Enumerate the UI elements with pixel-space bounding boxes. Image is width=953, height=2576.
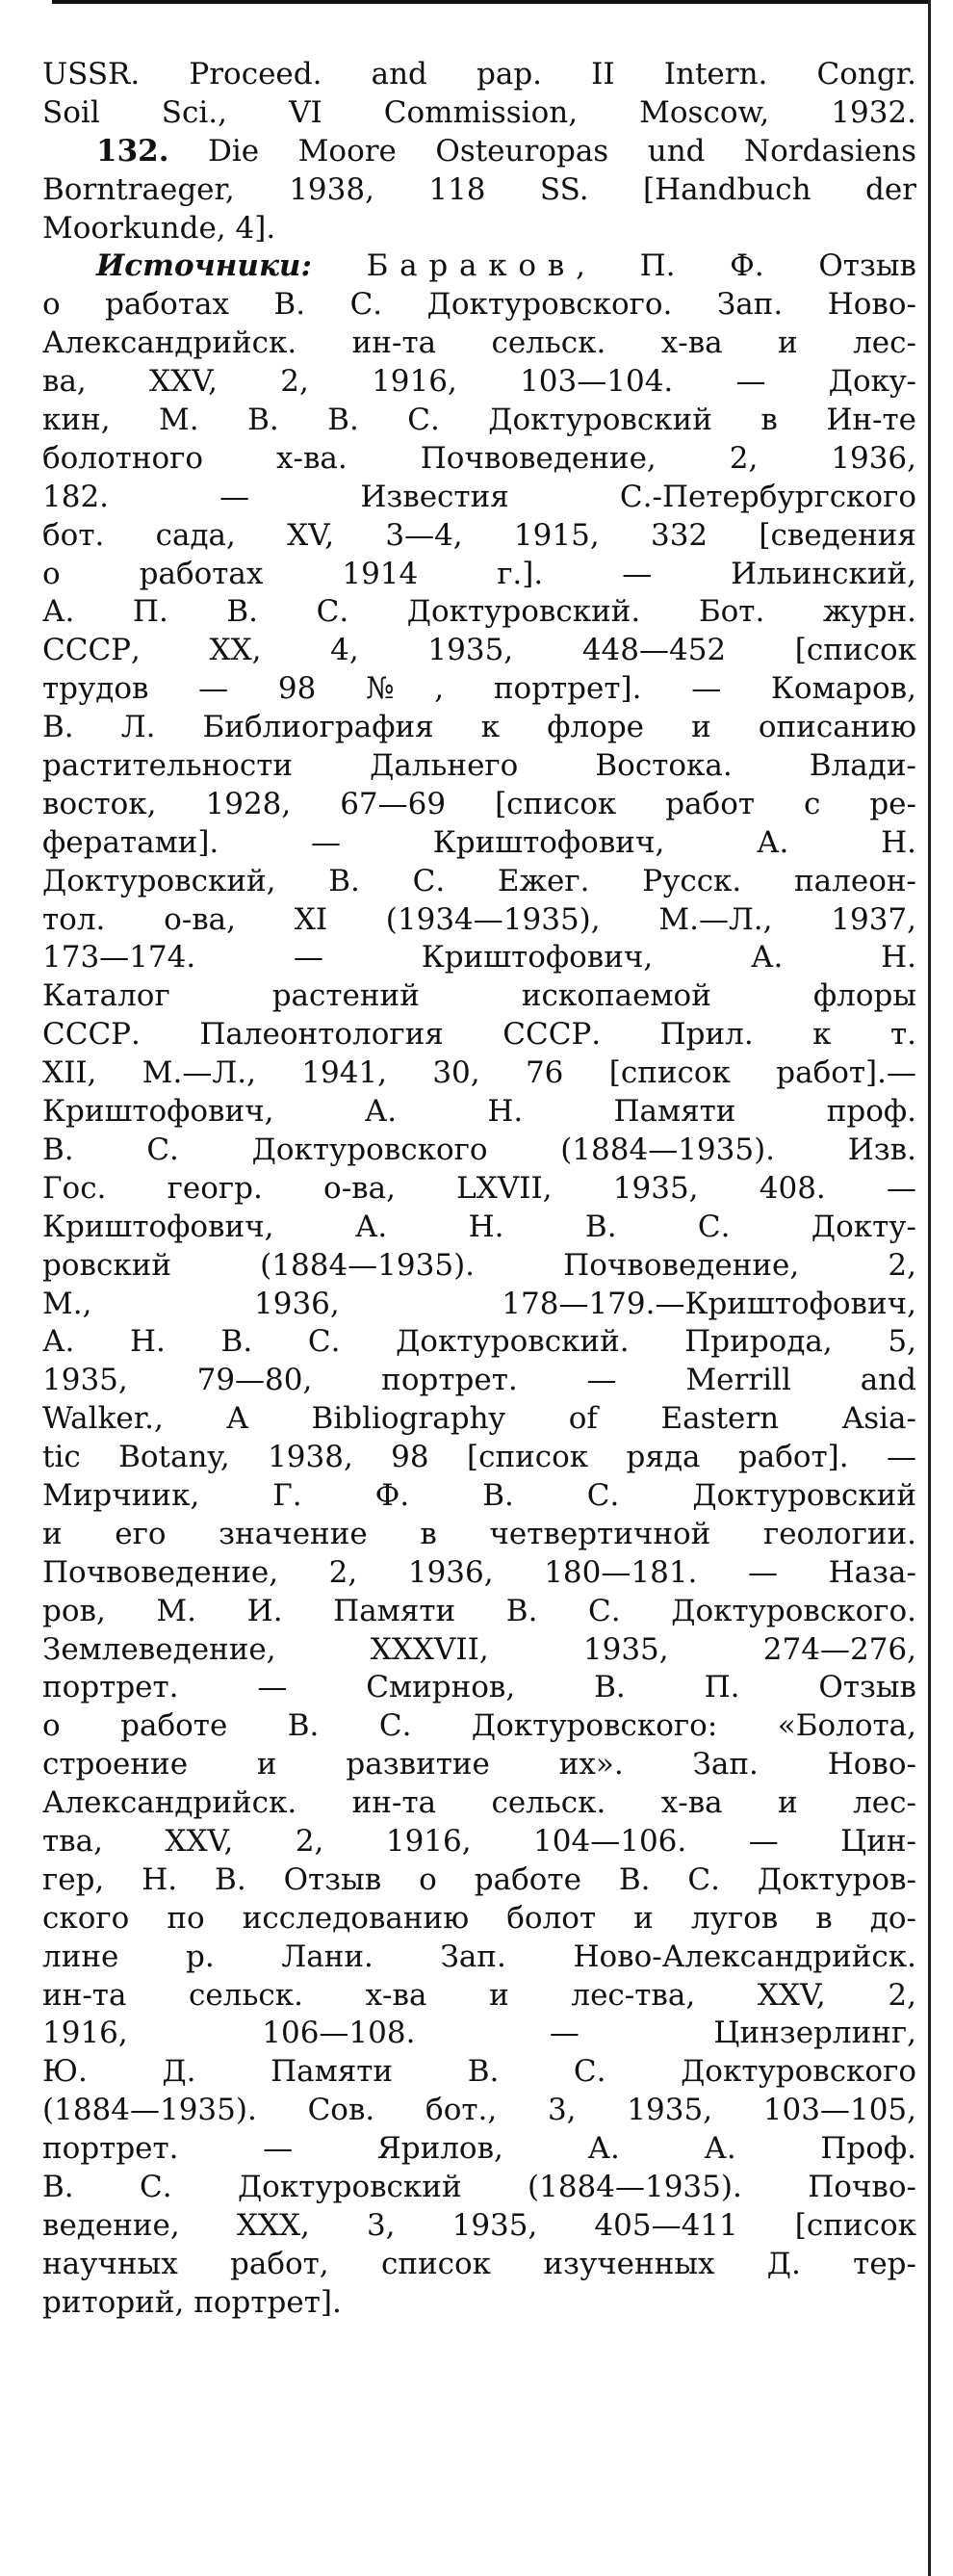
sources-first-line-rest: , П. Ф. Отзыв xyxy=(576,248,916,284)
text-line: (1884—1935). Сов. бот., 3, 1935, 103—105, xyxy=(42,2093,916,2128)
header-mark xyxy=(443,0,520,4)
text-column xyxy=(42,56,916,2323)
text-line: строение и развитие их». Зап. Ново- xyxy=(42,1747,916,1782)
text-line: портрет. — Смирнов, В. П. Отзыв xyxy=(42,1670,916,1705)
text-line: М., 1936, 178—179.—Криштофович, xyxy=(42,1286,916,1321)
text-line: портрет. — Ярилов, А. А. Проф. xyxy=(42,2131,916,2167)
text-line: ского по исследованию болот и лугов в до- xyxy=(42,1900,916,1936)
text-line: В. С. Доктуровский (1884—1935). Почво- xyxy=(42,2169,916,2204)
text-line: 1916, 106—108. — Цинзерлинг, xyxy=(42,2016,916,2051)
text-line: СССР. Палеонтология СССР. Прил. к т. xyxy=(42,1017,916,1053)
text-line: Криштофович, А. Н. Памяти проф. xyxy=(42,1094,916,1130)
text-line: USSR. Proceed. and pap. II Intern. Congr. xyxy=(42,57,916,91)
text-line: кин, М. В. В. С. Доктуровский в Ин-те xyxy=(42,403,916,438)
text-line: ин-та сельск. х-ва и лес-тва, XXV, 2, xyxy=(42,1977,916,2013)
text-line: риторий, портрет]. xyxy=(42,2284,342,2320)
author-name: Бараков xyxy=(366,248,577,284)
text-line: о работе В. С. Доктуровского: «Болота, xyxy=(42,1708,916,1744)
text-line: Мирчиик, Г. Ф. В. С. Доктуровский xyxy=(42,1477,916,1513)
text-line: Александрийск. ин-та сельск. х-ва и лес- xyxy=(42,1785,916,1821)
text-line: лине р. Лани. Зап. Ново-Александрийск. xyxy=(42,1939,916,1974)
column-rule xyxy=(928,0,931,2576)
text-line: Александрийск. ин-та сельск. х-ва и лес- xyxy=(42,325,916,361)
text-line: тва, XXV, 2, 1916, 104—106. — Цин- xyxy=(42,1823,916,1859)
text-line: А. Н. В. С. Доктуровский. Природа, 5, xyxy=(42,1324,916,1360)
text-line: В. С. Доктуровского (1884—1935). Изв. xyxy=(42,1132,916,1167)
sources-first-line xyxy=(42,247,916,286)
text-line: трудов — 98 №, портрет]. — Комаров, xyxy=(42,671,916,707)
text-line: Гос. геогр. о-ва, LXVII, 1935, 408. — xyxy=(42,1170,916,1206)
text-line: Ю. Д. Памяти В. С. Доктуровского xyxy=(42,2054,916,2090)
text-line: фератами]. — Криштофович, А. Н. xyxy=(42,824,916,860)
text-line: бот. сада, XV, 3—4, 1915, 332 [сведения xyxy=(42,517,916,553)
text-line: А. П. В. С. Доктуровский. Бот. журн. xyxy=(42,594,916,630)
text-line: В. Л. Библиография к флоре и описанию xyxy=(42,710,916,745)
text-line: XII, М.—Л., 1941, 30, 76 [список работ].— xyxy=(42,1055,916,1091)
text-line: Землеведение, XXXVII, 1935, 274—276, xyxy=(42,1631,916,1667)
text-line: ва, XXV, 2, 1916, 103—104. — Докy- xyxy=(42,364,916,400)
text-line: Moorkunde, 4]. xyxy=(42,210,276,246)
text-line: ведение, XXX, 3, 1935, 405—411 [список xyxy=(42,2207,916,2243)
text-line: болотного х-ва. Почвоведение, 2, 1936, xyxy=(42,440,916,476)
text-line: Почвоведение, 2, 1936, 180—181. — Наза- xyxy=(42,1554,916,1590)
text-line: тол. о-ва, XI (1934—1935), М.—Л., 1937, xyxy=(42,901,916,937)
text-line: 182. — Известия С.-Петербургского xyxy=(42,479,916,514)
text-line: и его значение в четвертичной геологии. xyxy=(42,1516,916,1551)
entry-132-first-line xyxy=(42,133,916,171)
text-line: гер, Н. В. Отзыв о работе В. С. Доктуров- xyxy=(42,1861,916,1897)
text-line: Walker., A Bibliography of Eastern Asia- xyxy=(42,1401,916,1437)
text-line: восток, 1928, 67—69 [список работ с ре- xyxy=(42,786,916,821)
sources-heading: Источники: xyxy=(96,248,312,284)
text-line: Доктуровский, В. С. Ежег. Русск. палеон- xyxy=(42,863,916,898)
text-line: 173—174. — Криштофович, А. Н. xyxy=(42,940,916,976)
text-line: ровский (1884—1935). Почвоведение, 2, xyxy=(42,1247,916,1283)
text-line: Borntraeger, 1938, 118 SS. [Handbuch der xyxy=(42,171,916,207)
text-line: Криштофович, А. Н. В. С. Докту- xyxy=(42,1209,916,1244)
text-line: о работах В. С. Доктуровского. Зап. Ново- xyxy=(42,287,916,323)
text-line: 1935, 79—80, портрет. — Merrill and xyxy=(42,1363,916,1398)
text-line: растительности Дальнего Востока. Влади- xyxy=(42,748,916,784)
text-line: ров, М. И. Памяти В. С. Доктуровского. xyxy=(42,1593,916,1628)
text-line: tic Botany, 1938, 98 [список ряда работ]. — xyxy=(42,1440,916,1475)
text-line: Soil Sci., VI Commission, Moscow, 1932. xyxy=(42,94,916,130)
text-line: СССР, XX, 4, 1935, 448—452 [список xyxy=(42,633,916,668)
text-line: научных работ, список изученных Д. тер- xyxy=(42,2246,916,2281)
text-line: Каталог растений ископаемой флоры xyxy=(42,978,916,1014)
entry-number: 132. xyxy=(96,133,169,169)
entry-title: Die Moore Osteuropas und Nordasiens xyxy=(208,133,916,169)
text-line: о работах 1914 г.]. — Ильинский, xyxy=(42,556,916,591)
